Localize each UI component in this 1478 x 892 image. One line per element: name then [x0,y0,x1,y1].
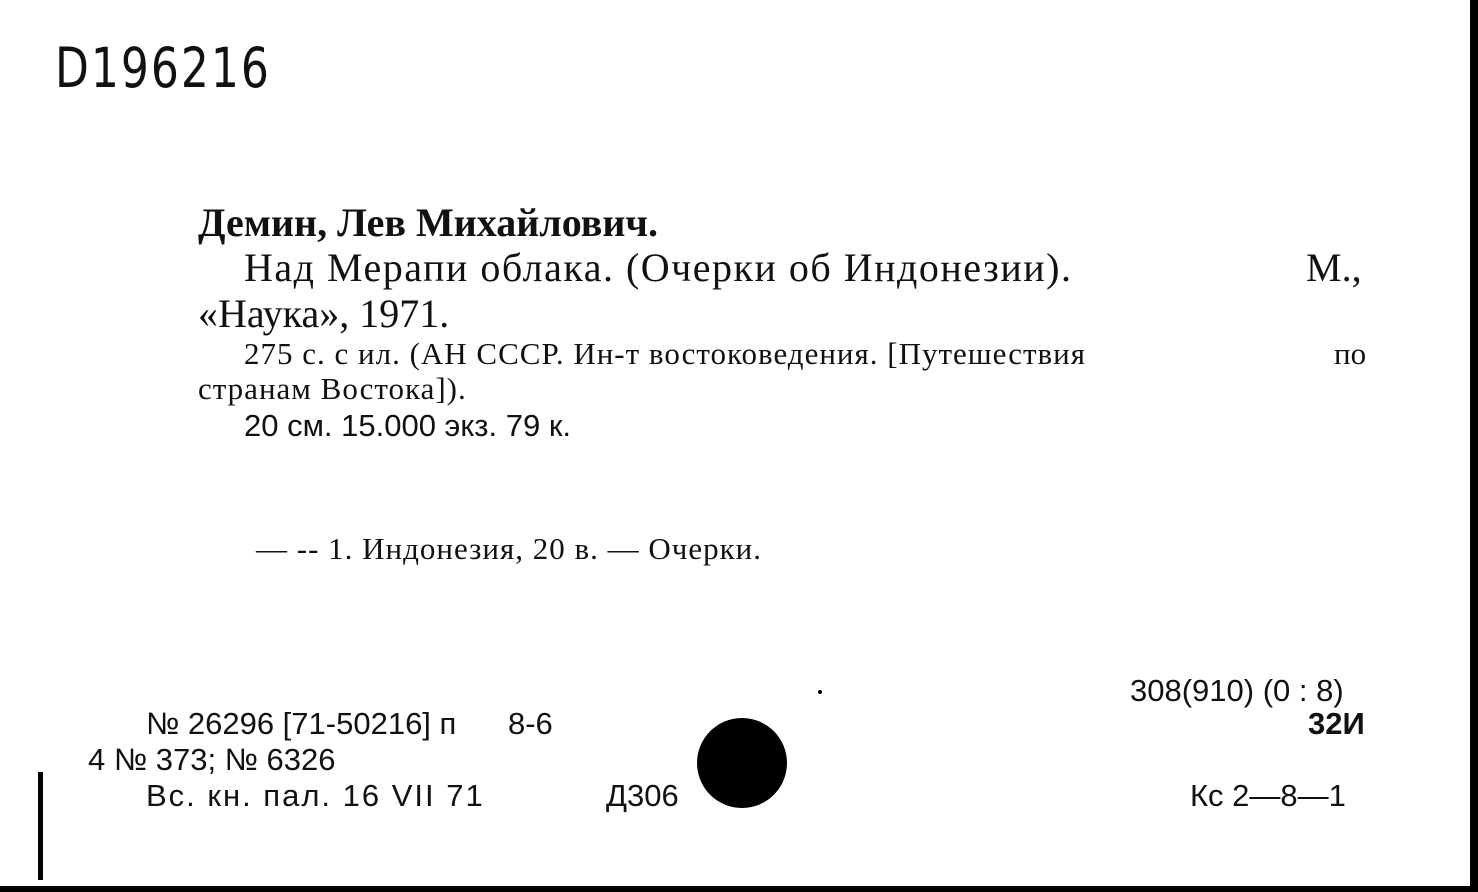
order-line: № 26296 [71-50216] п 8-6 [146,706,553,741]
publication-place: М., [1306,245,1362,290]
size-edition-price: 20 см. 15.000 экз. 79 к. [244,408,571,443]
subject-heading: — -- 1. Индонезия, 20 в. — Очерки. [256,531,762,566]
card-edge-mark [38,772,43,880]
classification-index: 308(910) (0 : 8) [1130,673,1344,708]
collation-line-2: странам Востока]). [198,371,467,406]
copies-line: 4 № 373; № 6326 [88,742,336,777]
collation-line-1: 275 с. с ил. (АН СССР. Ин-т востоковедения. [Путешествия [244,336,1086,371]
printing-code: Д306 [606,778,679,813]
collation-po: по [1334,336,1367,371]
author-heading: Демин, Лев Михайлович. [198,200,658,245]
shelf-code: Кс 2—8—1 [1190,778,1346,813]
inventory-number: D196216 [55,37,271,101]
title-line-2: «Наука», 1971. [198,291,450,336]
ink-dot [818,690,822,694]
book-chamber-line: Вс. кн. пал. 16 VII 71 [146,778,485,813]
punch-hole [697,718,787,808]
title-line-1: Над Мерапи облака. (Очерки об Индонезии). [244,245,1073,290]
classification-code: 32И [1308,706,1365,741]
